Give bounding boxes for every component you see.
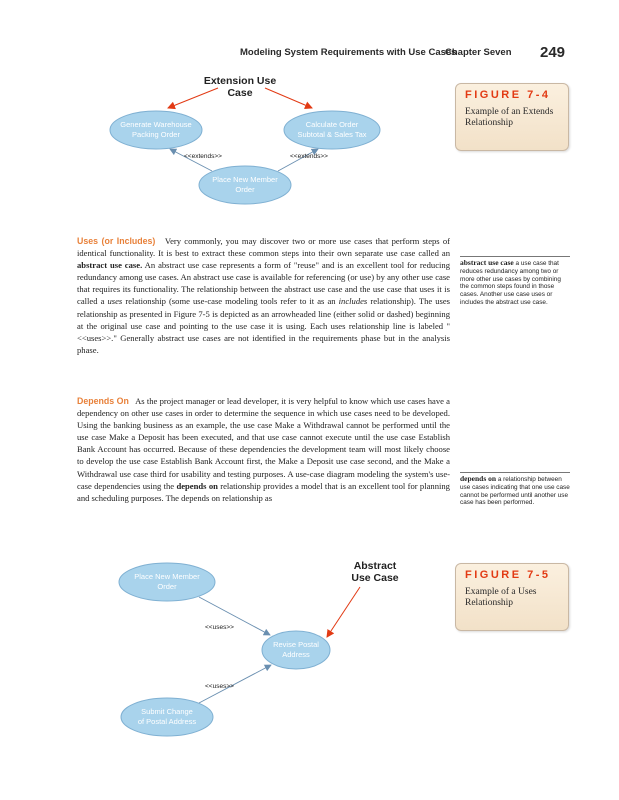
uses-label-top: <<uses>> xyxy=(205,624,234,631)
depends-text-1: As the project manager or lead developer, it is very helpful to know which use cases have a dependency on other use cases in order to determine the sequence in which use cases need to be developed. Using the banking business as an example, the use case Make a Withdrawal cannot be performed until the use case Make a Deposit has been executed, and that use case cannot execute until the use case Establish Bank Account has occurred. Because of these dependencies the development team will most likely choose to develop the use case Establish Bank Account first, the Make a Deposit use case second, and the Make a Withdrawal use case third for usability and testing purposes. A use-case diagram modeling the system's use-case dependencies using the xyxy=(77,396,450,491)
extends-label-right: <<extends>> xyxy=(290,153,328,160)
figure-7-5-caption-box xyxy=(455,563,569,631)
node-left-line1: Generate Warehouse xyxy=(120,120,192,129)
glossary-def-abstract: a use case that reduces redundancy among two or more other use cases by combining the common steps found in those cases. Another use case uses or includes the abstract use case. xyxy=(460,260,561,306)
node-bottom-line1: Place New Member xyxy=(212,175,278,184)
page-number: 249 xyxy=(540,44,566,61)
figure-7-4-caption: Example of an Extends Relationship xyxy=(465,107,554,128)
figure-7-4-caption-box xyxy=(455,83,569,151)
glossary-depends-on xyxy=(460,475,570,507)
callout-arrow-left xyxy=(168,88,218,108)
section-uses xyxy=(77,235,450,356)
uses-text-3: relationship (some use-case modeling tools refer to it as an xyxy=(125,296,336,307)
glossary-term-depends: depends on xyxy=(460,474,497,483)
node-bottom2-line1: Submit Change xyxy=(141,707,193,716)
heading-uses: Uses (or Includes) xyxy=(77,236,156,246)
glossary-abstract-use-case xyxy=(460,259,570,307)
glossary-def-depends: a relationship between use cases indicating that one use case cannot be performed until another use case has been performed. xyxy=(460,476,570,507)
node-mid-line2: Address xyxy=(282,650,310,659)
node-bottom2-line2: of Postal Address xyxy=(137,717,197,726)
figure-7-4-diagram xyxy=(100,70,400,215)
depends-text-2: relationship provides a model that is an excellent tool for planning and scheduling purposes. The depends on relationship as xyxy=(77,480,450,503)
node-right-line2: Subtotal & Sales Tax xyxy=(297,130,367,139)
node-right-line1: Calculate Order xyxy=(305,120,359,129)
uses-text-2: An abstract use case represents a form of "reuse" and is an excellent tool for reducing redundancy among use cases. An abstract use case is available for referencing (or use) by any other use case that requires its functionality. The relationship between the abstract use case and the use case that uses it is called a xyxy=(77,260,450,307)
node-left-line2: Packing Order xyxy=(132,130,180,139)
extension-callout-line2: Case xyxy=(227,87,253,99)
callout-arrow-right xyxy=(265,88,312,108)
glossary-term-abstract: abstract use case xyxy=(460,258,514,267)
term-uses: uses xyxy=(107,296,123,307)
node-top-line1: Place New Member xyxy=(134,572,200,581)
glossary-rule-2 xyxy=(460,472,570,473)
callout-arrow-abstract xyxy=(327,587,360,637)
figure-7-5-diagram xyxy=(105,555,405,740)
uses-text-4: relationship). The uses relationship as presented in Figure 7-5 is depicted as an arrowheaded line (either solid or dashed) beginning at the original use case and pointing to the use case it is using. Each uses relationship line is labeled "<<uses>>." Generally abstract use cases are not identified in the requirements phase but in the analysis phase. xyxy=(77,296,451,355)
extension-callout-line1: Extension Use xyxy=(203,75,277,87)
node-top-line2: Order xyxy=(157,582,177,591)
abstract-callout-line1: Abstract xyxy=(353,560,397,572)
term-depends-on: depends on xyxy=(176,480,218,491)
heading-depends-on: Depends On xyxy=(77,396,129,406)
abstract-callout-line2: Use Case xyxy=(351,572,399,584)
extends-label-left: <<extends>> xyxy=(184,153,222,160)
header-title: Modeling System Requirements with Use Cases xyxy=(240,47,457,58)
glossary-rule-1 xyxy=(460,256,570,257)
running-header xyxy=(240,44,575,60)
term-abstract-use-case: abstract use case. xyxy=(77,260,143,271)
node-bottom-line2: Order xyxy=(235,185,255,194)
section-depends-on xyxy=(77,395,450,504)
figure-7-5-label: FIGURE 7-5 xyxy=(465,569,551,581)
figure-7-5-caption: Example of a Uses Relationship xyxy=(465,587,537,608)
uses-text-1: Very commonly, you may discover two or more use cases that perform steps of identical functionality. It is best to extract these common steps into their own separate use case called an xyxy=(77,236,451,259)
node-mid-line1: Revise Postal xyxy=(273,640,319,649)
term-includes: includes xyxy=(338,296,368,307)
header-chapter: Chapter Seven xyxy=(445,47,512,58)
figure-7-4-label: FIGURE 7-4 xyxy=(465,89,551,101)
uses-label-bottom: <<uses>> xyxy=(205,683,234,690)
